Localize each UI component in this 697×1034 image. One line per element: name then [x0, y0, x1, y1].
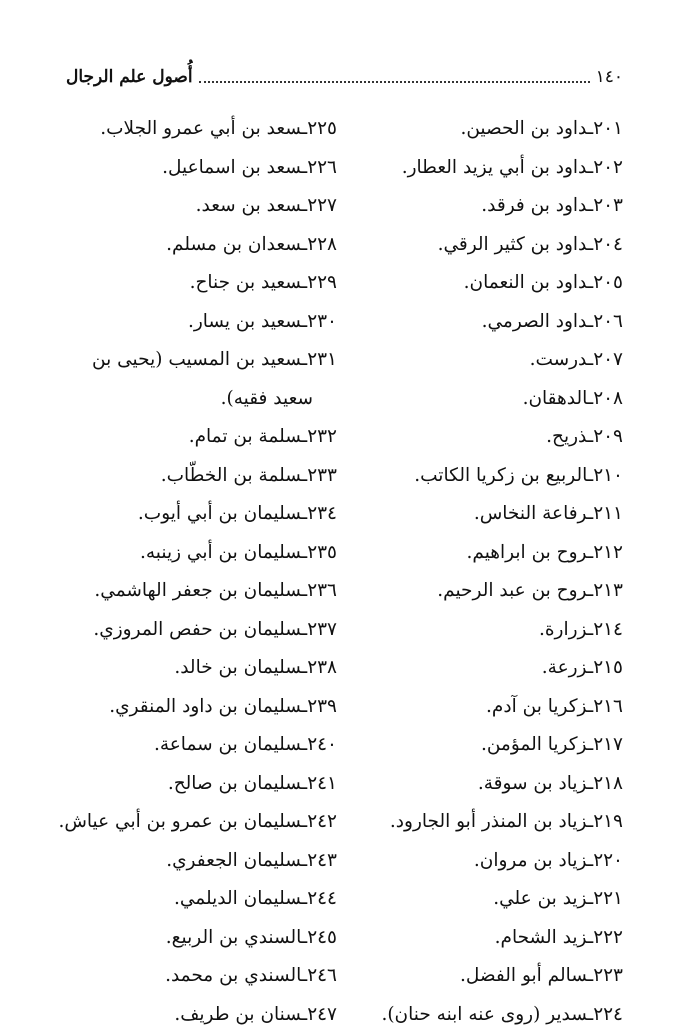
- list-item: ٢٠٣ـداود بن فرقد.: [323, 187, 623, 226]
- list-item: ٢٢٨ـسعدان بن مسلم.: [47, 226, 337, 265]
- list-item: ٢٢٥ـسعد بن أبي عمرو الجلاب.: [47, 110, 337, 149]
- list-item: ٢٠٥ـداود بن النعمان.: [323, 264, 623, 303]
- list-item: ٢٤٧ـسنان بن طريف.: [47, 996, 337, 1034]
- list-item: ٢١٤ـزرارة.: [323, 611, 623, 650]
- list-item: ٢٣٨ـسليمان بن خالد.: [47, 649, 337, 688]
- list-item: ٢٢٧ـسعد بن سعد.: [47, 187, 337, 226]
- page-number: ١٤٠: [596, 67, 623, 87]
- list-item: ٢٠٩ـذريح.: [323, 418, 623, 457]
- list-item: ٢٢٦ـسعد بن اسماعيل.: [47, 149, 337, 188]
- list-item: ٢١٦ـزكريا بن آدم.: [323, 688, 623, 727]
- list-item: ٢٢٣ـسالم أبو الفضل.: [323, 957, 623, 996]
- list-item: ٢٠٧ـدرست.: [323, 341, 623, 380]
- list-item: ٢١٧ـزكريا المؤمن.: [323, 726, 623, 765]
- list-item: ٢٢٩ـسعيد بن جناح.: [47, 264, 337, 303]
- list-item: ٢٠٦ـداود الصرمي.: [323, 303, 623, 342]
- list-item: ٢٠٤ـداود بن كثير الرقي.: [323, 226, 623, 265]
- list-item: ٢٤٢ـسليمان بن عمرو بن أبي عياش.: [47, 803, 337, 842]
- list-item: ٢٣٢ـسلمة بن تمام.: [47, 418, 337, 457]
- list-item: ٢٣٠ـسعيد بن يسار.: [47, 303, 337, 342]
- list-item: ٢١١ـرفاعة النخاس.: [323, 495, 623, 534]
- list-item: ٢٤٠ـسليمان بن سماعة.: [47, 726, 337, 765]
- list-item: ٢١٣ـروح بن عبد الرحيم.: [323, 572, 623, 611]
- list-item-continuation: سعيد فقيه).: [47, 380, 337, 419]
- left-column-list: [47, 110, 337, 1034]
- right-column-list: [323, 110, 623, 1034]
- list-item: ٢٣١ـسعيد بن المسيب (يحيى بن: [47, 341, 337, 380]
- list-item: ٢٠٨ـالدهقان.: [323, 380, 623, 419]
- list-item: ٢١٨ـزياد بن سوقة.: [323, 765, 623, 804]
- list-item: ٢١٢ـروح بن ابراهيم.: [323, 534, 623, 573]
- list-item: ٢٣٥ـسليمان بن أبي زينبه.: [47, 534, 337, 573]
- running-header: [66, 62, 623, 92]
- list-item: ٢٣٩ـسليمان بن داود المنقري.: [47, 688, 337, 727]
- list-item: ٢٤٦ـالسندي بن محمد.: [47, 957, 337, 996]
- header-leader-dots: [199, 81, 590, 83]
- list-item: ٢٣٧ـسليمان بن حفص المروزي.: [47, 611, 337, 650]
- list-item: ٢٣٣ـسلمة بن الخطّاب.: [47, 457, 337, 496]
- list-item: ٢٢٢ـزيد الشحام.: [323, 919, 623, 958]
- list-item: ٢٠١ـداود بن الحصين.: [323, 110, 623, 149]
- book-title: أُصول علم الرجال: [66, 67, 193, 87]
- list-item: ٢٤٥ـالسندي بن الربيع.: [47, 919, 337, 958]
- list-item: ٢٣٤ـسليمان بن أبي أيوب.: [47, 495, 337, 534]
- list-item: ٢٢٤ـسدير (روى عنه ابنه حنان).: [323, 996, 623, 1034]
- list-item: ٢١٠ـالربيع بن زكريا الكاتب.: [323, 457, 623, 496]
- list-item: ٢٠٢ـداود بن أبي يزيد العطار.: [323, 149, 623, 188]
- list-item: ٢٢١ـزيد بن علي.: [323, 880, 623, 919]
- list-item: ٢٤٣ـسليمان الجعفري.: [47, 842, 337, 881]
- list-item: ٢٢٠ـزياد بن مروان.: [323, 842, 623, 881]
- list-item: ٢١٩ـزياد بن المنذر أبو الجارود.: [323, 803, 623, 842]
- list-item: ٢٤٤ـسليمان الديلمي.: [47, 880, 337, 919]
- list-item: ٢٤١ـسليمان بن صالح.: [47, 765, 337, 804]
- list-item: ٢٣٦ـسليمان بن جعفر الهاشمي.: [47, 572, 337, 611]
- list-item: ٢١٥ـزرعة.: [323, 649, 623, 688]
